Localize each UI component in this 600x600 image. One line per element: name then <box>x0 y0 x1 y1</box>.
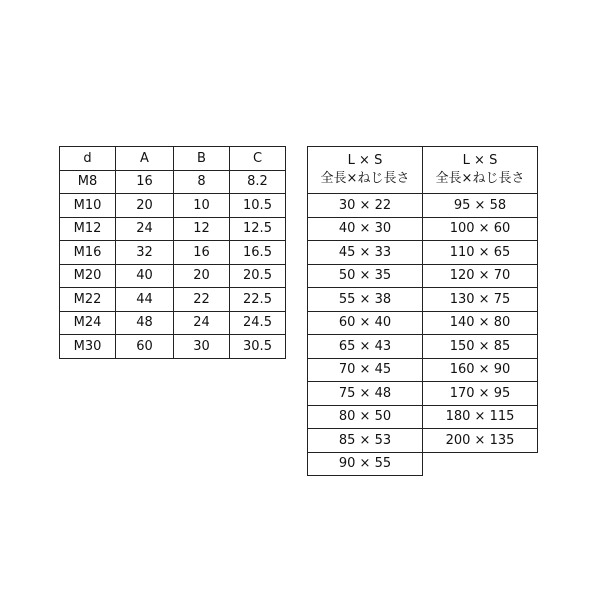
table-cell: 50 × 35 <box>308 264 423 288</box>
table-cell: 70 × 45 <box>308 358 423 382</box>
table-cell: 8 <box>174 170 230 194</box>
size-header-row <box>308 147 538 194</box>
table-row <box>308 358 538 382</box>
table-cell: M16 <box>60 241 116 265</box>
table-row <box>308 241 538 265</box>
table-cell: 22 <box>174 288 230 312</box>
table-row <box>60 264 286 288</box>
table-cell: M8 <box>60 170 116 194</box>
table-cell: 65 × 43 <box>308 335 423 359</box>
table-row <box>308 311 538 335</box>
header-line-ls: L × S <box>347 153 383 168</box>
header-cell-b: B <box>174 147 230 171</box>
table-cell: M10 <box>60 194 116 218</box>
table-cell: 24 <box>116 217 174 241</box>
table-cell: M20 <box>60 264 116 288</box>
table-cell: 16 <box>174 241 230 265</box>
header-cell-d: d <box>60 147 116 171</box>
table-cell: 44 <box>116 288 174 312</box>
table-cell: 120 × 70 <box>423 264 538 288</box>
table-cell: 32 <box>116 241 174 265</box>
table-cell: 170 × 95 <box>423 382 538 406</box>
table-row <box>60 288 286 312</box>
table-cell: 12 <box>174 217 230 241</box>
table-row <box>308 217 538 241</box>
table-cell: 20 <box>116 194 174 218</box>
table-cell: M12 <box>60 217 116 241</box>
header-cell-length-2 <box>423 147 538 194</box>
table-row <box>308 264 538 288</box>
table-row <box>308 335 538 359</box>
table-row <box>60 241 286 265</box>
table-cell: 150 × 85 <box>423 335 538 359</box>
table-row <box>60 311 286 335</box>
table-cell: 22.5 <box>230 288 286 312</box>
table-cell: 180 × 115 <box>423 405 538 429</box>
table-row <box>60 335 286 359</box>
table-row <box>308 405 538 429</box>
table-cell: 85 × 53 <box>308 429 423 453</box>
table-row <box>308 382 538 406</box>
table-cell: M24 <box>60 311 116 335</box>
table-row <box>60 170 286 194</box>
dimension-header-row <box>60 147 286 171</box>
table-cell: 10 <box>174 194 230 218</box>
table-cell: 30.5 <box>230 335 286 359</box>
table-cell: 60 × 40 <box>308 311 423 335</box>
header-cell-c: C <box>230 147 286 171</box>
header-line-ls: L × S <box>462 153 498 168</box>
table-cell: 40 × 30 <box>308 217 423 241</box>
table-cell: 80 × 50 <box>308 405 423 429</box>
table-cell: 130 × 75 <box>423 288 538 312</box>
header-cell-length-1 <box>308 147 423 194</box>
table-row <box>308 194 538 218</box>
table-cell: 75 × 48 <box>308 382 423 406</box>
table-cell: 55 × 38 <box>308 288 423 312</box>
table-cell: 16.5 <box>230 241 286 265</box>
header-cell-a: A <box>116 147 174 171</box>
table-cell: 12.5 <box>230 217 286 241</box>
table-cell: M30 <box>60 335 116 359</box>
table-row <box>308 288 538 312</box>
table-cell: 200 × 135 <box>423 429 538 453</box>
table-cell: 8.2 <box>230 170 286 194</box>
table-cell: 95 × 58 <box>423 194 538 218</box>
header-line-jp: 全長×ねじ長さ <box>435 171 525 186</box>
table-cell: 40 <box>116 264 174 288</box>
dimension-table <box>59 146 286 359</box>
table-cell: 30 × 22 <box>308 194 423 218</box>
table-row <box>60 217 286 241</box>
table-cell: 160 × 90 <box>423 358 538 382</box>
table-cell: 20 <box>174 264 230 288</box>
table-cell: 60 <box>116 335 174 359</box>
table-cell: 16 <box>116 170 174 194</box>
table-row <box>308 452 538 476</box>
table-cell: 20.5 <box>230 264 286 288</box>
table-cell: 10.5 <box>230 194 286 218</box>
table-row <box>308 429 538 453</box>
table-cell: 30 <box>174 335 230 359</box>
table-cell: 100 × 60 <box>423 217 538 241</box>
table-cell: 90 × 55 <box>308 452 423 476</box>
table-cell: 48 <box>116 311 174 335</box>
table-cell: 140 × 80 <box>423 311 538 335</box>
table-row <box>60 194 286 218</box>
table-cell: 24.5 <box>230 311 286 335</box>
table-cell: 110 × 65 <box>423 241 538 265</box>
table-cell: 45 × 33 <box>308 241 423 265</box>
table-cell: 24 <box>174 311 230 335</box>
size-table <box>307 146 538 476</box>
table-cell: M22 <box>60 288 116 312</box>
header-line-jp: 全長×ねじ長さ <box>320 171 410 186</box>
empty-cell <box>423 452 538 476</box>
